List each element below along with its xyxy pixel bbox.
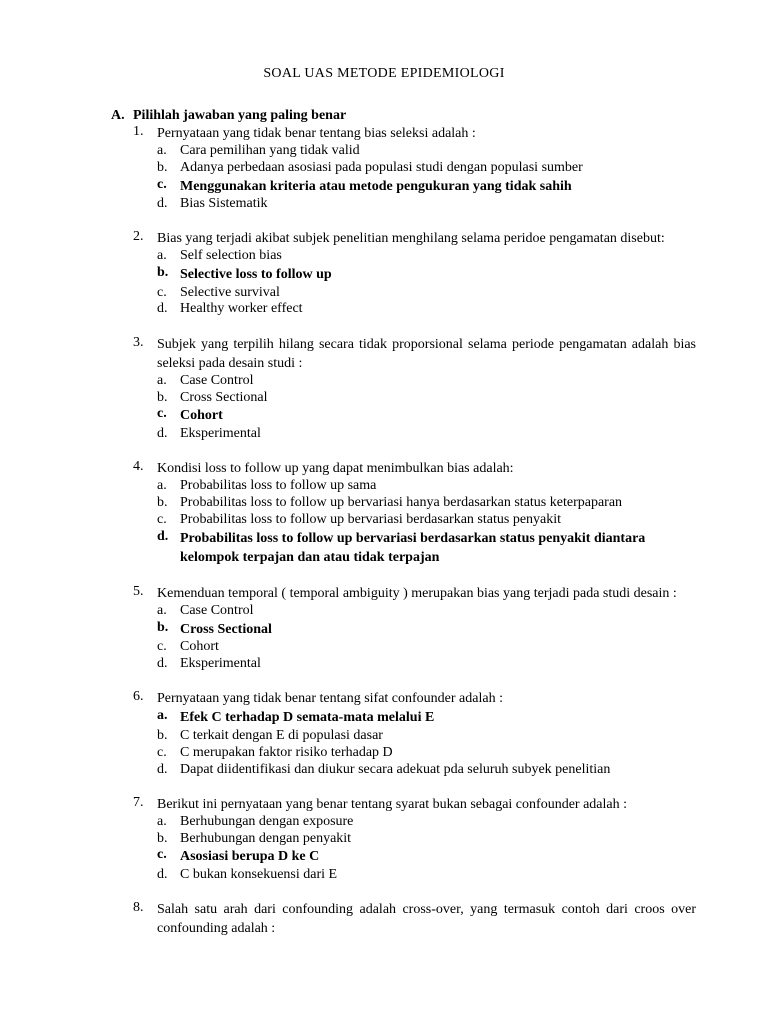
- question-text: Berikut ini pernyataan yang benar tentang syarat bukan sebagai confounder adalah :: [157, 796, 627, 812]
- answer-option: [157, 603, 696, 620]
- answer-option: [157, 495, 696, 512]
- question-6: [133, 689, 696, 778]
- option-letter: a.: [157, 143, 167, 158]
- question-number: 3.: [133, 334, 144, 350]
- option-text: Case Control: [180, 603, 254, 619]
- option-text: Selective loss to follow up: [180, 267, 332, 283]
- question-list: [133, 124, 696, 955]
- answer-option-correct: [157, 177, 696, 197]
- option-letter: b.: [157, 159, 168, 175]
- option-text: Self selection bias: [180, 248, 282, 264]
- option-text: Efek C terhadap D semata-mata melalui E: [180, 710, 435, 726]
- answer-option: [157, 143, 696, 160]
- option-letter: b.: [157, 830, 168, 846]
- option-text: Eksperimental: [180, 425, 261, 441]
- question-3: [133, 335, 696, 443]
- question-number: 2.: [133, 229, 144, 245]
- option-text: Healthy worker effect: [180, 301, 303, 317]
- answer-option: [157, 762, 696, 779]
- question-number: 1.: [133, 124, 144, 139]
- option-text: Berhubungan dengan exposure: [180, 813, 354, 829]
- answer-option: [157, 814, 696, 831]
- option-letter: b.: [157, 389, 168, 405]
- question-2: [133, 229, 696, 318]
- question-text: Salah satu arah dari confounding adalah cross-over, yang termasuk contoh dari croos over confounding adalah :: [157, 902, 696, 937]
- question-number: 4.: [133, 459, 144, 475]
- question-text: Kondisi loss to follow up yang dapat menimbulkan bias adalah:: [157, 461, 514, 477]
- answer-option: [157, 248, 696, 265]
- question-number: 6.: [133, 689, 144, 705]
- question-text: Pernyataan yang tidak benar tentang sifat confounder adalah :: [157, 691, 503, 707]
- option-text: Cross Sectional: [180, 389, 268, 405]
- option-letter: a.: [157, 708, 168, 724]
- answer-option: [157, 196, 696, 213]
- option-letter: b.: [157, 494, 168, 510]
- option-text: Selective survival: [180, 284, 280, 300]
- answer-option: [157, 728, 696, 745]
- option-text: C bukan konsekuensi dari E: [180, 866, 338, 882]
- section-heading: [111, 108, 346, 124]
- option-letter: d.: [157, 656, 168, 672]
- answer-option-correct: [157, 406, 696, 426]
- question-text: Bias yang terjadi akibat subjek penelitian menghilang selama peridoe pengamatan disebut:: [157, 231, 665, 247]
- question-4: [133, 459, 696, 567]
- answer-option: [157, 160, 696, 177]
- question-number: 5.: [133, 584, 144, 600]
- question-number: 7.: [133, 794, 144, 810]
- answer-option-correct: [157, 708, 696, 728]
- answer-option-correct: [157, 620, 696, 640]
- option-text: Bias Sistematik: [180, 196, 268, 212]
- option-letter: b.: [157, 619, 169, 635]
- question-number: 8.: [133, 900, 144, 916]
- section-label: Pilihlah jawaban yang paling benar: [133, 108, 347, 123]
- option-letter: c.: [157, 406, 167, 422]
- option-text: Cara pemilihan yang tidak valid: [180, 143, 360, 158]
- option-text: Dapat diidentifikasi dan diukur secara adekuat pda seluruh subyek penelitian: [180, 761, 611, 777]
- option-letter: a.: [157, 478, 167, 494]
- option-letter: d.: [157, 196, 168, 212]
- answer-option: [157, 867, 696, 884]
- answer-option: [157, 512, 696, 529]
- question-1: [133, 124, 696, 213]
- option-text: Probabilitas loss to follow up sama: [180, 478, 377, 494]
- option-letter: a.: [157, 603, 167, 619]
- option-letter: d.: [157, 761, 168, 777]
- answer-option-correct: [157, 529, 696, 568]
- option-text: Probabilitas loss to follow up bervariasi berdasarkan status penyakit: [180, 511, 562, 527]
- answer-option: [157, 285, 696, 302]
- option-letter: d.: [157, 866, 168, 882]
- option-letter: d.: [157, 425, 168, 441]
- option-letter: b.: [157, 727, 168, 743]
- answer-option: [157, 656, 696, 673]
- answer-option: [157, 831, 696, 848]
- answer-option: [157, 478, 696, 495]
- answer-option: [157, 390, 696, 407]
- option-text: Eksperimental: [180, 656, 261, 672]
- option-letter: c.: [157, 176, 167, 192]
- option-letter: d.: [157, 528, 169, 544]
- option-letter: a.: [157, 372, 167, 388]
- question-text: Subjek yang terpilih hilang secara tidak proporsional selama periode pengamatan adalah bias seleksi pada desain studi :: [157, 336, 696, 371]
- answer-option: [157, 745, 696, 762]
- option-letter: c.: [157, 511, 167, 527]
- section-letter: A.: [111, 108, 125, 123]
- option-letter: d.: [157, 301, 168, 317]
- option-letter: c.: [157, 284, 167, 300]
- option-letter: c.: [157, 847, 167, 863]
- option-text: Cohort: [180, 639, 219, 655]
- option-text: Menggunakan kriteria atau metode pengukuran yang tidak sahih: [180, 178, 572, 194]
- option-letter: a.: [157, 813, 167, 829]
- answer-option-correct: [157, 265, 696, 285]
- option-letter: c.: [157, 639, 167, 655]
- option-text: Cross Sectional: [180, 621, 272, 637]
- document-title: SOAL UAS METODE EPIDEMIOLOGI: [263, 66, 505, 81]
- option-text: Probabilitas loss to follow up bervariasi hanya berdasarkan status keterpaparan: [180, 494, 623, 510]
- option-text: Berhubungan dengan penyakit: [180, 830, 352, 846]
- option-text: C merupakan faktor risiko terhadap D: [180, 744, 393, 760]
- answer-option: [157, 426, 696, 443]
- option-text: Cohort: [180, 408, 223, 424]
- option-letter: c.: [157, 744, 167, 760]
- answer-option: [157, 301, 696, 318]
- question-5: [133, 584, 696, 673]
- option-text: Probabilitas loss to follow up bervariasi berdasarkan status penyakit diantara kelompok terpajan dan atau tidak terpajan: [180, 530, 646, 566]
- answer-option: [157, 373, 696, 390]
- answer-option-correct: [157, 847, 696, 867]
- question-text: Kemenduan temporal ( temporal ambiguity ) merupakan bias yang terjadi pada studi desain :: [157, 586, 677, 602]
- option-text: Asosiasi berupa D ke C: [180, 849, 320, 865]
- option-letter: a.: [157, 248, 167, 264]
- question-8: [133, 900, 696, 938]
- option-text: Case Control: [180, 372, 254, 388]
- option-text: C terkait dengan E di populasi dasar: [180, 727, 383, 743]
- question-text: Pernyataan yang tidak benar tentang bias seleksi adalah :: [157, 126, 476, 141]
- question-7: [133, 795, 696, 884]
- option-text: Adanya perbedaan asosiasi pada populasi studi dengan populasi sumber: [180, 159, 583, 175]
- answer-option: [157, 639, 696, 656]
- option-letter: b.: [157, 265, 169, 281]
